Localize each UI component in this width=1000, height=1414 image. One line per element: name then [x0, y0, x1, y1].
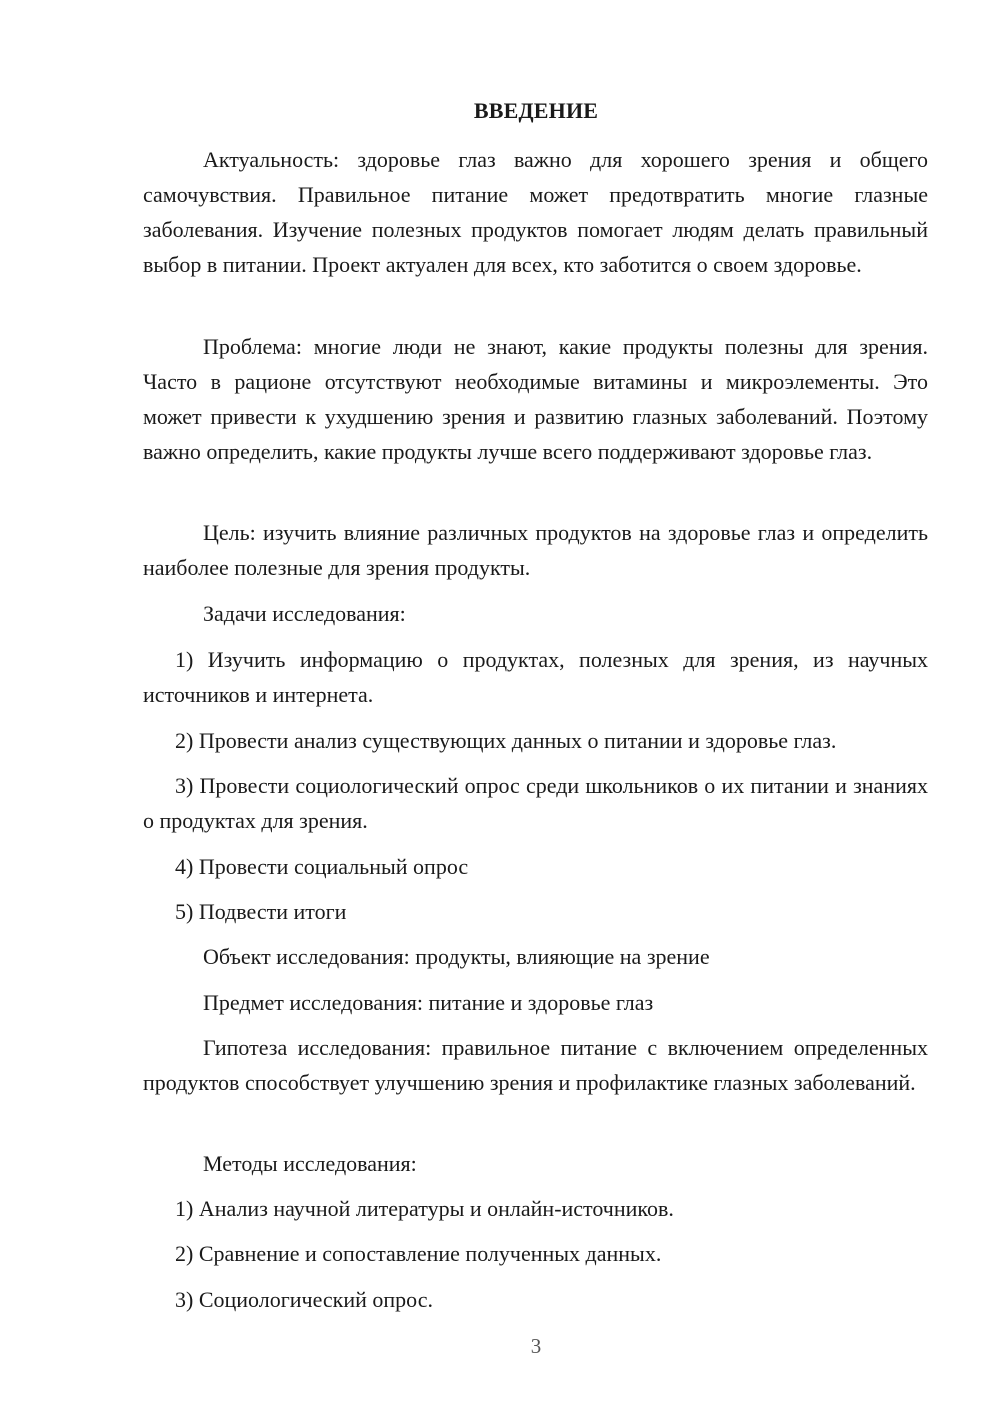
- task-item-5: 5) Подвести итоги: [175, 899, 347, 924]
- method-item-3: 3) Социологический опрос.: [175, 1287, 433, 1312]
- paragraph-research-subject: Предмет исследования: питание и здоровье глаз: [203, 990, 654, 1015]
- method-item-2: 2) Сравнение и сопоставление полученных данных.: [175, 1241, 662, 1266]
- task-item-3: 3) Провести социологический опрос среди школьников о их питании и знаниях о продуктах для зрения.: [143, 773, 928, 833]
- section-title: ВВЕДЕНИЕ: [473, 98, 599, 123]
- paragraph-goal: Цель: изучить влияние различных продуктов на здоровье глаз и определить наиболее полезные для зрения продукты.: [143, 520, 928, 580]
- paragraph-tasks-heading: Задачи исследования:: [203, 601, 406, 626]
- paragraph-research-object: Объект исследования: продукты, влияющие на зрение: [203, 944, 710, 969]
- task-item-2: 2) Провести анализ существующих данных о питании и здоровье глаз.: [175, 728, 837, 753]
- paragraph-methods-heading: Методы исследования:: [203, 1151, 417, 1176]
- task-item-1: 1) Изучить информацию о продуктах, полезных для зрения, из научных источников и интернета.: [143, 647, 928, 707]
- paragraph-hypothesis: Гипотеза исследования: правильное питание с включением определенных продуктов способствует улучшению зрения и профилактике глазных заболеваний.: [143, 1035, 928, 1095]
- paragraph-relevance: Актуальность: здоровье глаз важно для хорошего зрения и общего самочувствия. Правильное питание может предотвратить многие глазные заболевания. Изучение полезных продуктов помогает людям делать правильный выбор в питании. Проект актуален для всех, кто заботится о своем здоровье.: [143, 147, 928, 277]
- paragraph-problem: Проблема: многие люди не знают, какие продукты полезны для зрения. Часто в рационе отсутствуют необходимые витамины и микроэлементы. Это может привести к ухудшению зрения и развитию глазных заболеваний. Поэтому важно определить, какие продукты лучше всего поддерживают здоровье глаз.: [143, 334, 928, 464]
- page-number: 3: [530, 1334, 542, 1358]
- task-item-4: 4) Провести социальный опрос: [175, 854, 469, 879]
- method-item-1: 1) Анализ научной литературы и онлайн-источников.: [175, 1196, 674, 1221]
